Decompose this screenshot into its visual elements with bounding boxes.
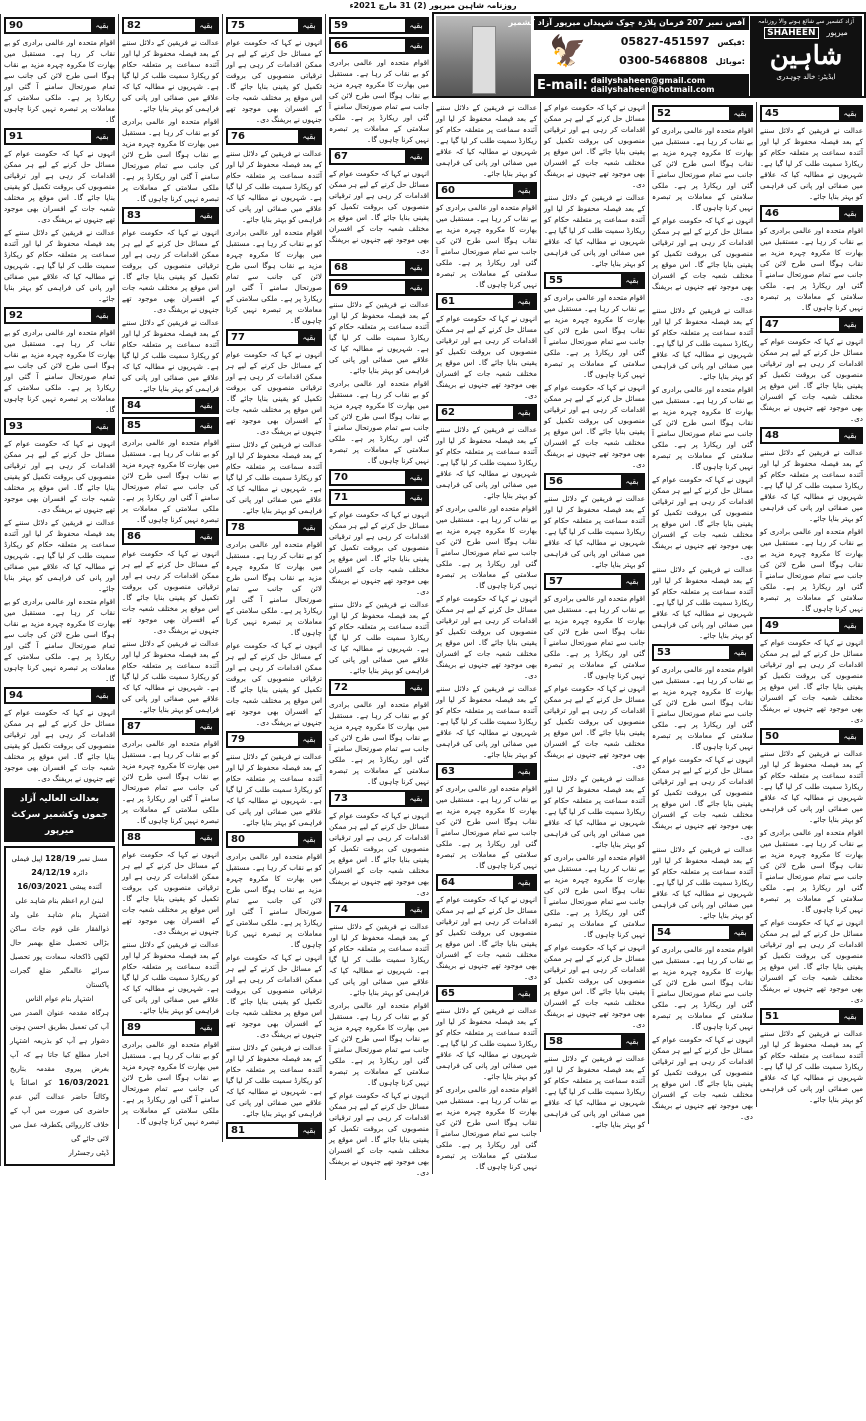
continuation-box — [122, 397, 219, 414]
continuation-number: 50 — [765, 731, 779, 742]
article-paragraph: انہوں نے کہا کہ حکومت عوام کے مسائل حل کرنے کے لیے ہر ممکن اقدامات کر رہی ہے اور ترقیاتی منصوبوں کی بروقت تکمیل کو یقینی بنایا جائے گا۔ اس موقع پر مختلف شعبہ جات کے افسران بھی موجود تھے جنہوں نے بریفنگ دی۔ — [760, 638, 863, 724]
continuation-number: 78 — [231, 522, 245, 533]
article-paragraph: عدالت نے فریقین کے دلائل سننے کے بعد فیصلہ محفوظ کر لیا اور آئندہ سماعت پر متعلقہ حکام کو ریکارڈ سمیت طلب کر لیا گیا ہے۔ شہریوں نے مطالبہ کیا کہ علاقے میں صفائی اور پانی کی فراہمی کو بہتر بنایا جائے۔ — [226, 149, 322, 224]
notice-recipient: اشتہار بنام شاہد علی ولد ذوالفقار علی قوم جاٹ ساکن بڑالی تحصیل ضلع بھمبر حال لکھی ڈاکخانہ سعادت پور تحصیل سرائے عالمگیر ضلع گجرات پاکستان — [10, 911, 109, 989]
continuation-box — [329, 489, 429, 506]
continuation-box — [226, 128, 322, 145]
continuation-label: بقیہ — [621, 1035, 643, 1048]
continuation-box — [122, 17, 219, 34]
article-paragraph: اقوام متحدہ اور عالمی برادری کو بے نقاب کر رہا ہے۔ مستقبل میں بھارت کا مکروہ چہرہ مزید بے نقاب ہوگا اسی طرح لائن کی جانب سے تمام صورتحال سامنے آ گئی اور ریکارڈ پر ہے۔ ملکی سلامتی کے معاملات پر تبصرہ نہیں کرنا چاہوں گا۔ — [122, 438, 219, 524]
continuation-number: 64 — [441, 877, 455, 888]
article-paragraph: اقوام متحدہ اور عالمی برادری کو بے نقاب کر رہا ہے۔ مستقبل میں بھارت کا مکروہ چہرہ مزید بے نقاب ہوگا اسی طرح لائن کی جانب سے تمام صورتحال سامنے آ گئی اور ریکارڈ پر ہے۔ ملکی سلامتی کے معاملات پر تبصرہ نہیں کرنا چاہوں گا۔ — [436, 1085, 537, 1171]
continuation-number: 70 — [334, 472, 348, 483]
continuation-box — [4, 307, 115, 324]
continuation-box — [226, 17, 322, 34]
continuation-number: 92 — [9, 310, 23, 321]
continuation-number: 68 — [334, 262, 348, 273]
email-label: E-mail: — [537, 77, 588, 93]
continuation-label: بقیہ — [513, 765, 535, 778]
article-paragraph: انہوں نے کہا کہ حکومت عوام کے مسائل حل کرنے کے لیے ہر ممکن اقدامات کر رہی ہے اور ترقیاتی منصوبوں کی بروقت تکمیل کو یقینی بنایا جائے گا۔ اس موقع پر مختلف شعبہ جات کے افسران بھی موجود تھے جنہوں نے بریفنگ دی۔ — [436, 594, 537, 680]
continuation-box — [329, 279, 429, 296]
continuation-box — [122, 718, 219, 735]
continuation-number: 62 — [441, 407, 455, 418]
continuation-label: بقیہ — [91, 309, 113, 322]
continuation-number: 48 — [765, 430, 779, 441]
continuation-number: 93 — [9, 421, 23, 432]
continuation-number: 55 — [549, 275, 563, 286]
continuation-number: 83 — [127, 210, 141, 221]
article-paragraph: عدالت نے فریقین کے دلائل سننے کے بعد فیصلہ محفوظ کر لیا اور آئندہ سماعت پر متعلقہ حکام کو ریکارڈ سمیت طلب کر لیا گیا ہے۔ شہریوں نے مطالبہ کیا کہ علاقے میں صفائی اور پانی کی فراہمی کو بہتر بنایا جائے۔ — [329, 600, 429, 675]
continuation-number: 53 — [657, 647, 671, 658]
continuation-label: بقیہ — [195, 419, 217, 432]
continuation-box — [760, 205, 863, 222]
fax-line — [621, 35, 745, 50]
contact-block — [508, 16, 749, 96]
court-notice-heading: بعدالت العالیہ آزاد جموں وکشمیر سرکٹ میرپور — [4, 788, 115, 842]
continuation-label: بقیہ — [839, 318, 861, 331]
continuation-label: بقیہ — [298, 521, 320, 534]
continuation-box — [4, 128, 115, 145]
email-hotmail[interactable]: dailyshaheen@hotmail.com — [590, 85, 715, 94]
continuation-number: 60 — [441, 185, 455, 196]
continuation-box — [226, 1122, 322, 1139]
continuation-label: بقیہ — [298, 1124, 320, 1137]
article-paragraph: عدالت نے فریقین کے دلائل سننے کے بعد فیصلہ محفوظ کر لیا اور آئندہ سماعت پر متعلقہ حکام کو ریکارڈ سمیت طلب کر لیا گیا ہے۔ شہریوں نے مطالبہ کیا کہ علاقے میں صفائی اور پانی کی فراہمی کو بہتر بنایا جائے۔ — [544, 774, 645, 849]
continuation-label: بقیہ — [729, 926, 751, 939]
continuation-box — [226, 831, 322, 848]
continuation-box — [436, 985, 537, 1002]
article-paragraph: عدالت نے فریقین کے دلائل سننے کے بعد فیصلہ محفوظ کر لیا اور آئندہ سماعت پر متعلقہ حکام کو ریکارڈ سمیت طلب کر لیا گیا ہے۔ شہریوں نے مطالبہ کیا کہ علاقے میں صفائی اور پانی کی فراہمی کو بہتر بنایا جائے۔ — [122, 639, 219, 714]
continuation-box — [122, 417, 219, 434]
continuation-box — [760, 105, 863, 122]
notice-date: 16/03/2021 — [58, 1078, 109, 1087]
article-paragraph: عدالت نے فریقین کے دلائل سننے کے بعد فیصلہ محفوظ کر لیا اور آئندہ سماعت پر متعلقہ حکام کو ریکارڈ سمیت طلب کر لیا گیا ہے۔ شہریوں نے مطالبہ کیا کہ علاقے میں صفائی اور پانی کی فراہمی کو بہتر بنایا جائے۔ — [226, 1043, 322, 1118]
continuation-number: 56 — [549, 476, 563, 487]
continuation-label: بقیہ — [513, 295, 535, 308]
continuation-label: بقیہ — [513, 184, 535, 197]
continuation-number: 76 — [231, 131, 245, 142]
article-paragraph: انہوں نے کہا کہ حکومت عوام کے مسائل حل کرنے کے لیے ہر ممکن اقدامات کر رہی ہے اور ترقیاتی منصوبوں کی بروقت تکمیل کو یقینی بنایا جائے گا۔ اس موقع پر مختلف شعبہ جات کے افسران بھی موجود تھے جنہوں نے بریفنگ دی۔ — [544, 383, 645, 469]
article-paragraph: انہوں نے کہا کہ حکومت عوام کے مسائل حل کرنے کے لیے ہر ممکن اقدامات کر رہی ہے اور ترقیاتی منصوبوں کی بروقت تکمیل کو یقینی بنایا جائے گا۔ اس موقع پر مختلف شعبہ جات کے افسران بھی موجود تھے جنہوں نے بریفنگ دی۔ — [122, 549, 219, 635]
continuation-number: 51 — [765, 1011, 779, 1022]
article-paragraph: عدالت نے فریقین کے دلائل سننے کے بعد فیصلہ محفوظ کر لیا اور آئندہ سماعت پر متعلقہ حکام کو ریکارڈ سمیت طلب کر لیا گیا ہے۔ شہریوں نے مطالبہ کیا کہ علاقے میں صفائی اور پانی کی فراہمی کو بہتر بنایا جائے۔ — [436, 103, 537, 178]
article-paragraph: انہوں نے کہا کہ حکومت عوام کے مسائل حل کرنے کے لیے ہر ممکن اقدامات کر رہی ہے اور ترقیاتی منصوبوں کی بروقت تکمیل کو یقینی بنایا جائے گا۔ اس موقع پر مختلف شعبہ جات کے افسران بھی موجود تھے جنہوں نے بریفنگ دی۔ — [652, 755, 753, 841]
continuation-label: بقیہ — [405, 261, 427, 274]
continuation-box — [436, 293, 537, 310]
continuation-label: بقیہ — [298, 331, 320, 344]
continuation-label: بقیہ — [839, 207, 861, 220]
case-number: 128/19 — [44, 854, 76, 863]
continuation-number: 90 — [9, 20, 23, 31]
article-paragraph: عدالت نے فریقین کے دلائل سننے کے بعد فیصلہ محفوظ کر لیا اور آئندہ سماعت پر متعلقہ حکام کو ریکارڈ سمیت طلب کر لیا گیا ہے۔ شہریوں نے مطالبہ کیا کہ علاقے میں صفائی اور پانی کی فراہمی کو بہتر بنایا جائے۔ — [436, 684, 537, 759]
email-block — [534, 74, 749, 96]
continuation-box — [760, 427, 863, 444]
article-paragraph: اقوام متحدہ اور عالمی برادری کو بے نقاب کر رہا ہے۔ مستقبل میں بھارت کا مکروہ چہرہ مزید بے نقاب ہوگا اسی طرح لائن کی جانب سے تمام صورتحال سامنے آ گئی اور ریکارڈ پر ہے۔ ملکی سلامتی کے معاملات پر تبصرہ نہیں کرنا چاہوں گا۔ — [652, 126, 753, 212]
continuation-label: بقیہ — [91, 130, 113, 143]
continuation-number: 86 — [127, 531, 141, 542]
article-paragraph: عدالت نے فریقین کے دلائل سننے کے بعد فیصلہ محفوظ کر لیا اور آئندہ سماعت پر متعلقہ حکام کو ریکارڈ سمیت طلب کر لیا گیا ہے۔ شہریوں نے مطالبہ کیا کہ علاقے میں صفائی اور پانی کی فراہمی کو بہتر بنایا جائے۔ — [760, 126, 863, 201]
article-paragraph: عدالت نے فریقین کے دلائل سننے کے بعد فیصلہ محفوظ کر لیا اور آئندہ سماعت پر متعلقہ حکام کو ریکارڈ سمیت طلب کر لیا گیا ہے۔ شہریوں نے مطالبہ کیا کہ علاقے میں صفائی اور پانی کی فراہمی کو بہتر بنایا جائے۔ — [652, 565, 753, 640]
article-paragraph: اقوام متحدہ اور عالمی برادری کو بے نقاب کر رہا ہے۔ مستقبل میں بھارت کا مکروہ چہرہ مزید بے نقاب ہوگا اسی طرح لائن کی جانب سے تمام صورتحال سامنے آ گئی اور ریکارڈ پر ہے۔ ملکی سلامتی کے معاملات پر تبصرہ نہیں کرنا چاہوں گا۔ — [226, 540, 322, 637]
continuation-label: بقیہ — [405, 281, 427, 294]
continuation-label: بقیہ — [405, 39, 427, 52]
article-paragraph: اقوام متحدہ اور عالمی برادری کو بے نقاب کر رہا ہے۔ مستقبل میں بھارت کا مکروہ چہرہ مزید بے نقاب ہوگا اسی طرح لائن کی جانب سے تمام صورتحال سامنے آ گئی اور ریکارڈ پر ہے۔ ملکی سلامتی کے معاملات پر تبصرہ نہیں کرنا چاہوں گا۔ — [226, 228, 322, 325]
continuation-number: 91 — [9, 131, 23, 142]
mobile-label: موبائل: — [715, 57, 745, 66]
continuation-box — [122, 207, 219, 224]
article-paragraph: عدالت نے فریقین کے دلائل سننے کے بعد فیصلہ محفوظ کر لیا اور آئندہ سماعت پر متعلقہ حکام کو ریکارڈ سمیت طلب کر لیا گیا ہے۔ شہریوں نے مطالبہ کیا کہ علاقے میں صفائی اور پانی کی فراہمی کو بہتر بنایا جائے۔ — [544, 193, 645, 268]
page-header-dateline: روزنامہ شاہین میرپور (2) 31 مارچ 2021ء — [349, 1, 517, 10]
news-column-1 — [756, 102, 866, 1107]
next-hearing-label: آئندہ پیشی — [69, 883, 102, 891]
continuation-number: 65 — [441, 988, 455, 999]
logo-english: SHAHEEN — [764, 27, 818, 39]
continuation-box — [329, 679, 429, 696]
continuation-number: 77 — [231, 332, 245, 343]
continuation-number: 81 — [231, 1125, 245, 1136]
continuation-number: 71 — [334, 492, 348, 503]
article-paragraph: اقوام متحدہ اور عالمی برادری کو بے نقاب کر رہا ہے۔ مستقبل میں بھارت کا مکروہ چہرہ مزید بے نقاب ہوگا اسی طرح لائن کی جانب سے تمام صورتحال سامنے آ گئی اور ریکارڈ پر ہے۔ ملکی سلامتی کے معاملات پر تبصرہ نہیں کرنا چاہوں گا۔ — [652, 385, 753, 471]
continuation-number: 45 — [765, 108, 779, 119]
continuation-label: بقیہ — [298, 130, 320, 143]
article-paragraph: انہوں نے کہا کہ حکومت عوام کے مسائل حل کرنے کے لیے ہر ممکن اقدامات کر رہی ہے اور ترقیاتی منصوبوں کی بروقت تکمیل کو یقینی بنایا جائے گا۔ اس موقع پر مختلف شعبہ جات کے افسران بھی موجود تھے جنہوں نے بریفنگ دی۔ — [652, 216, 753, 302]
article-paragraph: انہوں نے کہا کہ حکومت عوام کے مسائل حل کرنے کے لیے ہر ممکن اقدامات کر رہی ہے اور ترقیاتی منصوبوں کی بروقت تکمیل کو یقینی بنایا جائے گا۔ اس موقع پر مختلف شعبہ جات کے افسران بھی موجود تھے جنہوں نے بریفنگ دی۔ — [329, 811, 429, 897]
continuation-label: بقیہ — [839, 107, 861, 120]
continuation-label: بقیہ — [405, 491, 427, 504]
article-paragraph: اقوام متحدہ اور عالمی برادری کو بے نقاب کر رہا ہے۔ مستقبل میں بھارت کا مکروہ چہرہ مزید بے نقاب ہوگا اسی طرح لائن کی جانب سے تمام صورتحال سامنے آ گئی اور ریکارڈ پر ہے۔ ملکی سلامتی کے معاملات پر تبصرہ نہیں کرنا چاہوں گا۔ — [122, 739, 219, 825]
continuation-box — [226, 731, 322, 748]
filed-label: دائرہ — [72, 869, 88, 877]
continuation-label: بقیہ — [195, 831, 217, 844]
continuation-number: 46 — [765, 208, 779, 219]
news-column-6 — [222, 14, 325, 1142]
continuation-box — [329, 37, 429, 54]
notice-signature: ڈپٹی رجسٹرار — [68, 1149, 109, 1157]
continuation-number: 80 — [231, 834, 245, 845]
article-paragraph: اقوام متحدہ اور عالمی برادری کو بے نقاب کر رہا ہے۔ مستقبل میں بھارت کا مکروہ چہرہ مزید بے نقاب ہوگا اسی طرح لائن کی جانب سے تمام صورتحال سامنے آ گئی اور ریکارڈ پر ہے۔ ملکی سلامتی کے معاملات پر تبصرہ نہیں کرنا چاہوں گا۔ — [436, 203, 537, 289]
article-paragraph: انہوں نے کہا کہ حکومت عوام کے مسائل حل کرنے کے لیے ہر ممکن اقدامات کر رہی ہے اور ترقیاتی منصوبوں کی بروقت تکمیل کو یقینی بنایا جائے گا۔ اس موقع پر مختلف شعبہ جات کے افسران بھی موجود تھے جنہوں نے بریفنگ دی۔ — [544, 943, 645, 1029]
continuation-number: 49 — [765, 620, 779, 631]
article-paragraph: اقوام متحدہ اور عالمی برادری کو بے نقاب کر رہا ہے۔ مستقبل میں بھارت کا مکروہ چہرہ مزید بے نقاب ہوگا اسی طرح لائن کی جانب سے تمام صورتحال سامنے آ گئی اور ریکارڈ پر ہے۔ ملکی سلامتی کے معاملات پر تبصرہ نہیں کرنا چاہوں گا۔ — [329, 1001, 429, 1087]
article-paragraph: انہوں نے کہا کہ حکومت عوام کے مسائل حل کرنے کے لیے ہر ممکن اقدامات کر رہی ہے اور ترقیاتی منصوبوں کی بروقت تکمیل کو یقینی بنایا جائے گا۔ اس موقع پر مختلف شعبہ جات کے افسران بھی موجود تھے جنہوں نے بریفنگ دی۔ — [226, 350, 322, 436]
continuation-box — [760, 1008, 863, 1025]
continuation-label: بقیہ — [513, 876, 535, 889]
next-hearing-date: 16/03/2021 — [17, 882, 68, 891]
continuation-box — [226, 519, 322, 536]
continuation-box — [760, 316, 863, 333]
continuation-label: بقیہ — [195, 209, 217, 222]
article-paragraph: اقوام متحدہ اور عالمی برادری کو بے نقاب کر رہا ہے۔ مستقبل میں بھارت کا مکروہ چہرہ مزید بے نقاب ہوگا اسی طرح لائن کی جانب سے تمام صورتحال سامنے آ گئی اور ریکارڈ پر ہے۔ ملکی سلامتی کے معاملات پر تبصرہ نہیں کرنا چاہوں گا۔ — [652, 945, 753, 1031]
article-paragraph: اقوام متحدہ اور عالمی برادری کو بے نقاب کر رہا ہے۔ مستقبل میں بھارت کا مکروہ چہرہ مزید بے نقاب ہوگا اسی طرح لائن کی جانب سے تمام صورتحال سامنے آ گئی اور ریکارڈ پر ہے۔ ملکی سلامتی کے معاملات پر تبصرہ نہیں کرنا چاہوں گا۔ — [652, 665, 753, 751]
article-paragraph: عدالت نے فریقین کے دلائل سننے کے بعد فیصلہ محفوظ کر لیا اور آئندہ سماعت پر متعلقہ حکام کو ریکارڈ سمیت طلب کر لیا گیا ہے۔ شہریوں نے مطالبہ کیا کہ علاقے میں صفائی اور پانی کی فراہمی کو بہتر بنایا جائے۔ — [329, 922, 429, 997]
article-paragraph: انہوں نے کہا کہ حکومت عوام کے مسائل حل کرنے کے لیے ہر ممکن اقدامات کر رہی ہے اور ترقیاتی منصوبوں کی بروقت تکمیل کو یقینی بنایا جائے گا۔ اس موقع پر مختلف شعبہ جات کے افسران بھی موجود تھے جنہوں نے بریفنگ دی۔ — [329, 169, 429, 255]
continuation-number: 85 — [127, 420, 141, 431]
continuation-number: 84 — [127, 400, 141, 411]
article-paragraph: انہوں نے کہا کہ حکومت عوام کے مسائل حل کرنے کے لیے ہر ممکن اقدامات کر رہی ہے اور ترقیاتی منصوبوں کی بروقت تکمیل کو یقینی بنایا جائے گا۔ اس موقع پر مختلف شعبہ جات کے افسران بھی موجود تھے جنہوں نے بریفنگ دی۔ — [226, 953, 322, 1039]
continuation-number: 57 — [549, 576, 563, 587]
continuation-box — [436, 763, 537, 780]
continuation-number: 47 — [765, 319, 779, 330]
article-paragraph: اقوام متحدہ اور عالمی برادری کو بے نقاب کر رہا ہے۔ مستقبل میں بھارت کا مکروہ چہرہ مزید بے نقاب ہوگا اسی طرح لائن کی جانب سے تمام صورتحال سامنے آ گئی اور ریکارڈ پر ہے۔ ملکی سلامتی کے معاملات پر تبصرہ نہیں کرنا چاہوں گا۔ — [436, 504, 537, 590]
continuation-box — [122, 1019, 219, 1036]
continuation-box — [4, 418, 115, 435]
continuation-number: 67 — [334, 151, 348, 162]
continuation-label: بقیہ — [298, 833, 320, 846]
continuation-box — [544, 272, 645, 289]
fax-label: فیکس: — [717, 38, 745, 47]
continuation-number: 79 — [231, 734, 245, 745]
fax-number: 05827-451597 — [620, 35, 710, 48]
eagle-icon: 🦅 — [549, 34, 587, 69]
continuation-label: بقیہ — [405, 471, 427, 484]
continuation-box — [652, 105, 753, 122]
article-paragraph: انہوں نے کہا کہ حکومت عوام کے مسائل حل کرنے کے لیے ہر ممکن اقدامات کر رہی ہے اور ترقیاتی منصوبوں کی بروقت تکمیل کو یقینی بنایا جائے گا۔ اس موقع پر مختلف شعبہ جات کے افسران بھی موجود تھے جنہوں نے بریفنگ دی۔ — [122, 228, 219, 314]
news-column-5 — [325, 14, 432, 1180]
article-paragraph: عدالت نے فریقین کے دلائل سننے کے بعد فیصلہ محفوظ کر لیا اور آئندہ سماعت پر متعلقہ حکام کو ریکارڈ سمیت طلب کر لیا گیا ہے۔ شہریوں نے مطالبہ کیا کہ علاقے میں صفائی اور پانی کی فراہمی کو بہتر بنایا جائے۔ — [652, 845, 753, 920]
news-column-8 — [0, 14, 118, 1166]
continuation-label: بقیہ — [298, 19, 320, 32]
mobile-number: 0300-5468808 — [619, 54, 708, 67]
article-paragraph: انہوں نے کہا کہ حکومت عوام کے مسائل حل کرنے کے لیے ہر ممکن اقدامات کر رہی ہے اور ترقیاتی منصوبوں کی بروقت تکمیل کو یقینی بنایا جائے گا۔ اس موقع پر مختلف شعبہ جات کے افسران بھی موجود تھے جنہوں نے بریفنگ دی۔ — [652, 1035, 753, 1121]
article-paragraph: اقوام متحدہ اور عالمی برادری کو بے نقاب کر رہا ہے۔ مستقبل میں بھارت کا مکروہ چہرہ مزید بے نقاب ہوگا اسی طرح لائن کی جانب سے تمام صورتحال سامنے آ گئی اور ریکارڈ پر ہے۔ ملکی سلامتی کے معاملات پر تبصرہ نہیں کرنا چاہوں گا۔ — [544, 293, 645, 379]
continuation-number: 63 — [441, 766, 455, 777]
article-paragraph: انہوں نے کہا کہ حکومت عوام کے مسائل حل کرنے کے لیے ہر ممکن اقدامات کر رہی ہے اور ترقیاتی منصوبوں کی بروقت تکمیل کو یقینی بنایا جائے گا۔ اس موقع پر مختلف شعبہ جات کے افسران بھی موجود تھے جنہوں نے بریفنگ دی۔ — [4, 149, 115, 224]
article-paragraph: انہوں نے کہا کہ حکومت عوام کے مسائل حل کرنے کے لیے ہر ممکن اقدامات کر رہی ہے اور ترقیاتی منصوبوں کی بروقت تکمیل کو یقینی بنایا جائے گا۔ اس موقع پر مختلف شعبہ جات کے افسران بھی موجود تھے جنہوں نے بریفنگ دی۔ — [329, 510, 429, 596]
masthead — [432, 12, 866, 98]
continuation-number: 87 — [127, 721, 141, 732]
news-column-2 — [648, 102, 756, 1124]
article-paragraph: عدالت نے فریقین کے دلائل سننے کے بعد فیصلہ محفوظ کر لیا اور آئندہ سماعت پر متعلقہ حکام کو ریکارڈ سمیت طلب کر لیا گیا ہے۔ شہریوں نے مطالبہ کیا کہ علاقے میں صفائی اور پانی کی فراہمی کو بہتر بنایا جائے۔ — [544, 1054, 645, 1129]
article-paragraph: اقوام متحدہ اور عالمی برادری کو بے نقاب کر رہا ہے۔ مستقبل میں بھارت کا مکروہ چہرہ مزید بے نقاب ہوگا اسی طرح لائن کی جانب سے تمام صورتحال سامنے آ گئی اور ریکارڈ پر ہے۔ ملکی سلامتی کے معاملات پر تبصرہ نہیں کرنا چاہوں گا۔ — [226, 852, 322, 949]
continuation-label: بقیہ — [621, 274, 643, 287]
continuation-number: 54 — [657, 927, 671, 938]
continuation-box — [652, 924, 753, 941]
continuation-number: 52 — [657, 108, 671, 119]
continuation-box — [760, 728, 863, 745]
continuation-label: بقیہ — [91, 19, 113, 32]
article-paragraph: عدالت نے فریقین کے دلائل سننے کے بعد فیصلہ محفوظ کر لیا اور آئندہ سماعت پر متعلقہ حکام کو ریکارڈ سمیت طلب کر لیا گیا ہے۔ شہریوں نے مطالبہ کیا کہ علاقے میں صفائی اور پانی کی فراہمی کو بہتر بنایا جائے۔ — [436, 1006, 537, 1081]
article-paragraph: اقوام متحدہ اور عالمی برادری کو بے نقاب کر رہا ہے۔ مستقبل میں بھارت کا مکروہ چہرہ مزید بے نقاب ہوگا اسی طرح لائن کی جانب سے تمام صورتحال سامنے آ گئی اور ریکارڈ پر ہے۔ ملکی سلامتی کے معاملات پر تبصرہ نہیں کرنا چاہوں گا۔ — [4, 38, 115, 124]
article-paragraph: انہوں نے کہا کہ حکومت عوام کے مسائل حل کرنے کے لیے ہر ممکن اقدامات کر رہی ہے اور ترقیاتی منصوبوں کی بروقت تکمیل کو یقینی بنایا جائے گا۔ اس موقع پر مختلف شعبہ جات کے افسران بھی موجود تھے جنہوں نے بریفنگ دی۔ — [4, 439, 115, 514]
continuation-label: بقیہ — [839, 429, 861, 442]
filed-date: 24/12/19 — [31, 868, 71, 877]
article-paragraph: انہوں نے کہا کہ حکومت عوام کے مسائل حل کرنے کے لیے ہر ممکن اقدامات کر رہی ہے اور ترقیاتی منصوبوں کی بروقت تکمیل کو یقینی بنایا جائے گا۔ اس موقع پر مختلف شعبہ جات کے افسران بھی موجود تھے جنہوں نے بریفنگ دی۔ — [122, 850, 219, 936]
article-paragraph: اقوام متحدہ اور عالمی برادری کو بے نقاب کر رہا ہے۔ مستقبل میں بھارت کا مکروہ چہرہ مزید بے نقاب ہوگا اسی طرح لائن کی جانب سے تمام صورتحال سامنے آ گئی اور ریکارڈ پر ہے۔ ملکی سلامتی کے معاملات پر تبصرہ نہیں کرنا چاہوں گا۔ — [329, 379, 429, 465]
continuation-label: بقیہ — [621, 575, 643, 588]
news-column-4 — [432, 102, 540, 1174]
continuation-number: 82 — [127, 20, 141, 31]
continuation-box — [544, 473, 645, 490]
news-column-3 — [540, 102, 648, 1132]
court-notice — [4, 788, 115, 1166]
continuation-number: 61 — [441, 296, 455, 307]
continuation-label: بقیہ — [91, 420, 113, 433]
continuation-label: بقیہ — [195, 530, 217, 543]
continuation-label: بقیہ — [195, 399, 217, 412]
article-paragraph: انہوں نے کہا کہ حکومت عوام کے مسائل حل کرنے کے لیے ہر ممکن اقدامات کر رہی ہے اور ترقیاتی منصوبوں کی بروقت تکمیل کو یقینی بنایا جائے گا۔ اس موقع پر مختلف شعبہ جات کے افسران بھی موجود تھے جنہوں نے بریفنگ دی۔ — [226, 641, 322, 727]
article-paragraph: عدالت نے فریقین کے دلائل سننے کے بعد فیصلہ محفوظ کر لیا اور آئندہ سماعت پر متعلقہ حکام کو ریکارڈ سمیت طلب کر لیا گیا ہے۔ شہریوں نے مطالبہ کیا کہ علاقے میں صفائی اور پانی کی فراہمی کو بہتر بنایا جائے۔ — [122, 940, 219, 1015]
tagline: آزاد کشمیر سے شائع ہونے والا روزنامہ — [757, 18, 855, 25]
continuation-label: بقیہ — [729, 646, 751, 659]
continuation-label: بقیہ — [298, 733, 320, 746]
newspaper-logo — [750, 16, 862, 96]
article-paragraph: عدالت نے فریقین کے دلائل سننے کے بعد فیصلہ محفوظ کر لیا اور آئندہ سماعت پر متعلقہ حکام کو ریکارڈ سمیت طلب کر لیا گیا ہے۔ شہریوں نے مطالبہ کیا کہ علاقے میں صفائی اور پانی کی فراہمی کو بہتر بنایا جائے۔ — [652, 306, 753, 381]
monument-photo — [436, 16, 531, 96]
continuation-number: 75 — [231, 20, 245, 31]
continuation-label: بقیہ — [91, 689, 113, 702]
continuation-label: بقیہ — [405, 19, 427, 32]
notice-closing: کو اصالتاً یا وکالتاً حاضر عدالت آئیں عدم حاضری کی صورت میں آپ کے خلاف کارروائی یکطرفہ عمل میں لائی جائے گی — [10, 1079, 109, 1143]
article-paragraph: اقوام متحدہ اور عالمی برادری کو بے نقاب کر رہا ہے۔ مستقبل میں بھارت کا مکروہ چہرہ مزید بے نقاب ہوگا اسی طرح لائن کی جانب سے تمام صورتحال سامنے آ گئی اور ریکارڈ پر ہے۔ ملکی سلامتی کے معاملات پر تبصرہ نہیں کرنا چاہوں گا۔ — [122, 1040, 219, 1126]
notice-body: ہرگاہ مقدمہ عنوان الصدر میں آپ کی تعمیل بطریق احسن ہونی دشوار ہے آپ کو بذریعہ اشتہار اخبار مطلع کیا جاتا ہے کہ آپ بغرض پیروی مقدمہ بتاریخ — [10, 1009, 109, 1073]
article-paragraph: عدالت نے فریقین کے دلائل سننے کے بعد فیصلہ محفوظ کر لیا اور آئندہ سماعت پر متعلقہ حکام کو ریکارڈ سمیت طلب کر لیا گیا ہے۔ شہریوں نے مطالبہ کیا کہ علاقے میں صفائی اور پانی کی فراہمی کو بہتر بنایا جائے۔ — [226, 440, 322, 515]
continuation-label: بقیہ — [729, 107, 751, 120]
continuation-number: 73 — [334, 793, 348, 804]
continuation-number: 59 — [334, 20, 348, 31]
continuation-label: بقیہ — [405, 792, 427, 805]
continuation-box — [436, 874, 537, 891]
article-paragraph: اقوام متحدہ اور عالمی برادری کو بے نقاب کر رہا ہے۔ مستقبل میں بھارت کا مکروہ چہرہ مزید بے نقاب ہوگا اسی طرح لائن کی جانب سے تمام صورتحال سامنے آ گئی اور ریکارڈ پر ہے۔ ملکی سلامتی کے معاملات پر تبصرہ نہیں کرنا چاہوں گا۔ — [544, 853, 645, 939]
article-paragraph: اقوام متحدہ اور عالمی برادری کو بے نقاب کر رہا ہے۔ مستقبل میں بھارت کا مکروہ چہرہ مزید بے نقاب ہوگا اسی طرح لائن کی جانب سے تمام صورتحال سامنے آ گئی اور ریکارڈ پر ہے۔ ملکی سلامتی کے معاملات پر تبصرہ نہیں کرنا چاہوں گا۔ — [4, 597, 115, 683]
article-paragraph: اقوام متحدہ اور عالمی برادری کو بے نقاب کر رہا ہے۔ مستقبل میں بھارت کا مکروہ چہرہ مزید بے نقاب ہوگا اسی طرح لائن کی جانب سے تمام صورتحال سامنے آ گئی اور ریکارڈ پر ہے۔ ملکی سلامتی کے معاملات پر تبصرہ نہیں کرنا چاہوں گا۔ — [760, 527, 863, 613]
article-paragraph: انہوں نے کہا کہ حکومت عوام کے مسائل حل کرنے کے لیے ہر ممکن اقدامات کر رہی ہے اور ترقیاتی منصوبوں کی بروقت تکمیل کو یقینی بنایا جائے گا۔ اس موقع پر مختلف شعبہ جات کے افسران بھی موجود تھے جنہوں نے بریفنگ دی۔ — [436, 895, 537, 981]
continuation-number: 72 — [334, 682, 348, 693]
continuation-label: بقیہ — [839, 619, 861, 632]
article-paragraph: اقوام متحدہ اور عالمی برادری کو بے نقاب کر رہا ہے۔ مستقبل میں بھارت کا مکروہ چہرہ مزید بے نقاب ہوگا اسی طرح لائن کی جانب سے تمام صورتحال سامنے آ گئی اور ریکارڈ پر ہے۔ ملکی سلامتی کے معاملات پر تبصرہ نہیں کرنا چاہوں گا۔ — [544, 594, 645, 680]
article-paragraph: انہوں نے کہا کہ حکومت عوام کے مسائل حل کرنے کے لیے ہر ممکن اقدامات کر رہی ہے اور ترقیاتی منصوبوں کی بروقت تکمیل کو یقینی بنایا جائے گا۔ اس موقع پر مختلف شعبہ جات کے افسران بھی موجود تھے جنہوں نے بریفنگ دی۔ — [760, 918, 863, 1004]
logo-urdu: شاہین — [769, 41, 843, 71]
article-paragraph: عدالت نے فریقین کے دلائل سننے کے بعد فیصلہ محفوظ کر لیا اور آئندہ سماعت پر متعلقہ حکام کو ریکارڈ سمیت طلب کر لیا گیا ہے۔ شہریوں نے مطالبہ کیا کہ علاقے میں صفائی اور پانی کی فراہمی کو بہتر بنایا جائے۔ — [329, 300, 429, 375]
article-paragraph: اقوام متحدہ اور عالمی برادری کو بے نقاب کر رہا ہے۔ مستقبل میں بھارت کا مکروہ چہرہ مزید بے نقاب ہوگا اسی طرح لائن کی جانب سے تمام صورتحال سامنے آ گئی اور ریکارڈ پر ہے۔ ملکی سلامتی کے معاملات پر تبصرہ نہیں کرنا چاہوں گا۔ — [760, 828, 863, 914]
continuation-box — [760, 617, 863, 634]
office-address: آفس نمبر 207 فرمان پلازہ چوک شہیداں میرپور آزاد کشمیر — [534, 16, 749, 30]
article-paragraph: انہوں نے کہا کہ حکومت عوام کے مسائل حل کرنے کے لیے ہر ممکن اقدامات کر رہی ہے اور ترقیاتی منصوبوں کی بروقت تکمیل کو یقینی بنایا جائے گا۔ اس موقع پر مختلف شعبہ جات کے افسران بھی موجود تھے جنہوں نے بریفنگ دی۔ — [4, 708, 115, 783]
logo-city: میرپور — [826, 27, 848, 37]
continuation-box — [329, 901, 429, 918]
continuation-label: بقیہ — [195, 19, 217, 32]
continuation-box — [4, 17, 115, 34]
article-paragraph: اقوام متحدہ اور عالمی برادری کو بے نقاب کر رہا ہے۔ مستقبل میں بھارت کا مکروہ چہرہ مزید بے نقاب ہوگا اسی طرح لائن کی جانب سے تمام صورتحال سامنے آ گئی اور ریکارڈ پر ہے۔ ملکی سلامتی کے معاملات پر تبصرہ نہیں کرنا چاہوں گا۔ — [760, 226, 863, 312]
continuation-number: 74 — [334, 904, 348, 915]
continuation-label: بقیہ — [839, 1010, 861, 1023]
article-paragraph: اقوام متحدہ اور عالمی برادری کو بے نقاب کر رہا ہے۔ مستقبل میں بھارت کا مکروہ چہرہ مزید بے نقاب ہوگا اسی طرح لائن کی جانب سے تمام صورتحال سامنے آ گئی اور ریکارڈ پر ہے۔ ملکی سلامتی کے معاملات پر تبصرہ نہیں کرنا چاہوں گا۔ — [329, 700, 429, 786]
continuation-box — [544, 573, 645, 590]
continuation-label: بقیہ — [513, 987, 535, 1000]
continuation-box — [122, 528, 219, 545]
article-paragraph: عدالت نے فریقین کے دلائل سننے کے بعد فیصلہ محفوظ کر لیا اور آئندہ سماعت پر متعلقہ حکام کو ریکارڈ سمیت طلب کر لیا گیا ہے۔ شہریوں نے مطالبہ کیا کہ علاقے میں صفائی اور پانی کی فراہمی کو بہتر بنایا جائے۔ — [760, 448, 863, 523]
continuation-box — [329, 259, 429, 276]
case-label: مسل نمبر — [77, 855, 108, 863]
continuation-box — [122, 829, 219, 846]
continuation-box — [329, 469, 429, 486]
continuation-box — [652, 644, 753, 661]
continuation-number: 58 — [549, 1036, 563, 1047]
continuation-box — [436, 182, 537, 199]
continuation-box — [544, 1033, 645, 1050]
article-paragraph: عدالت نے فریقین کے دلائل سننے کے بعد فیصلہ محفوظ کر لیا اور آئندہ سماعت پر متعلقہ حکام کو ریکارڈ سمیت طلب کر لیا گیا ہے۔ شہریوں نے مطالبہ کیا کہ علاقے میں صفائی اور پانی کی فراہمی کو بہتر بنایا جائے۔ — [122, 38, 219, 113]
news-column-7 — [118, 14, 222, 1129]
continuation-label: بقیہ — [513, 406, 535, 419]
continuation-number: 88 — [127, 832, 141, 843]
article-paragraph: انہوں نے کہا کہ حکومت عوام کے مسائل حل کرنے کے لیے ہر ممکن اقدامات کر رہی ہے اور ترقیاتی منصوبوں کی بروقت تکمیل کو یقینی بنایا جائے گا۔ اس موقع پر مختلف شعبہ جات کے افسران بھی موجود تھے جنہوں نے بریفنگ دی۔ — [652, 475, 753, 561]
article-paragraph: انہوں نے کہا کہ حکومت عوام کے مسائل حل کرنے کے لیے ہر ممکن اقدامات کر رہی ہے اور ترقیاتی منصوبوں کی بروقت تکمیل کو یقینی بنایا جائے گا۔ اس موقع پر مختلف شعبہ جات کے افسران بھی موجود تھے جنہوں نے بریفنگ دی۔ — [436, 314, 537, 400]
continuation-box — [226, 329, 322, 346]
continuation-box — [329, 17, 429, 34]
article-paragraph: انہوں نے کہا کہ حکومت عوام کے مسائل حل کرنے کے لیے ہر ممکن اقدامات کر رہی ہے اور ترقیاتی منصوبوں کی بروقت تکمیل کو یقینی بنایا جائے گا۔ اس موقع پر مختلف شعبہ جات کے افسران بھی موجود تھے جنہوں نے بریفنگ دی۔ — [544, 103, 645, 189]
article-paragraph: عدالت نے فریقین کے دلائل سننے کے بعد فیصلہ محفوظ کر لیا اور آئندہ سماعت پر متعلقہ حکام کو ریکارڈ سمیت طلب کر لیا گیا ہے۔ شہریوں نے مطالبہ کیا کہ علاقے میں صفائی اور پانی کی فراہمی کو بہتر بنایا جائے۔ — [544, 494, 645, 569]
continuation-box — [436, 404, 537, 421]
continuation-number: 69 — [334, 282, 348, 293]
article-paragraph: انہوں نے کہا کہ حکومت عوام کے مسائل حل کرنے کے لیے ہر ممکن اقدامات کر رہی ہے اور ترقیاتی منصوبوں کی بروقت تکمیل کو یقینی بنایا جائے گا۔ اس موقع پر مختلف شعبہ جات کے افسران بھی موجود تھے جنہوں نے بریفنگ دی۔ — [329, 1091, 429, 1177]
article-paragraph: عدالت نے فریقین کے دلائل سننے کے بعد فیصلہ محفوظ کر لیا اور آئندہ سماعت پر متعلقہ حکام کو ریکارڈ سمیت طلب کر لیا گیا ہے۔ شہریوں نے مطالبہ کیا کہ علاقے میں صفائی اور پانی کی فراہمی کو بہتر بنایا جائے۔ — [226, 752, 322, 827]
continuation-box — [4, 687, 115, 704]
case-type: اپیل فیملی — [11, 855, 43, 863]
continuation-number: 89 — [127, 1022, 141, 1033]
editor-name: ایڈیٹر: خالد چوہدری — [776, 73, 836, 81]
article-paragraph: انہوں نے کہا کہ حکومت عوام کے مسائل حل کرنے کے لیے ہر ممکن اقدامات کر رہی ہے اور ترقیاتی منصوبوں کی بروقت تکمیل کو یقینی بنایا جائے گا۔ اس موقع پر مختلف شعبہ جات کے افسران بھی موجود تھے جنہوں نے بریفنگ دی۔ — [760, 337, 863, 423]
mobile-line — [619, 54, 745, 69]
article-paragraph: عدالت نے فریقین کے دلائل سننے کے بعد فیصلہ محفوظ کر لیا اور آئندہ سماعت پر متعلقہ حکام کو ریکارڈ سمیت طلب کر لیا گیا ہے۔ شہریوں نے مطالبہ کیا کہ علاقے میں صفائی اور پانی کی فراہمی کو بہتر بنایا جائے۔ — [4, 518, 115, 593]
continuation-box — [329, 790, 429, 807]
article-paragraph: انہوں نے کہا کہ حکومت عوام کے مسائل حل کرنے کے لیے ہر ممکن اقدامات کر رہی ہے اور ترقیاتی منصوبوں کی بروقت تکمیل کو یقینی بنایا جائے گا۔ اس موقع پر مختلف شعبہ جات کے افسران بھی موجود تھے جنہوں نے بریفنگ دی۔ — [544, 684, 645, 770]
continuation-label: بقیہ — [405, 903, 427, 916]
continuation-label: بقیہ — [839, 730, 861, 743]
email-gmail[interactable]: dailyshaheen@gmail.com — [590, 76, 706, 85]
article-paragraph: اقوام متحدہ اور عالمی برادری کو بے نقاب کر رہا ہے۔ مستقبل میں بھارت کا مکروہ چہرہ مزید بے نقاب ہوگا اسی طرح لائن کی جانب سے تمام صورتحال سامنے آ گئی اور ریکارڈ پر ہے۔ ملکی سلامتی کے معاملات پر تبصرہ نہیں کرنا چاہوں گا۔ — [4, 328, 115, 414]
article-paragraph: عدالت نے فریقین کے دلائل سننے کے بعد فیصلہ محفوظ کر لیا اور آئندہ سماعت پر متعلقہ حکام کو ریکارڈ سمیت طلب کر لیا گیا ہے۔ شہریوں نے مطالبہ کیا کہ علاقے میں صفائی اور پانی کی فراہمی کو بہتر بنایا جائے۔ — [760, 1029, 863, 1104]
article-paragraph: اقوام متحدہ اور عالمی برادری کو بے نقاب کر رہا ہے۔ مستقبل میں بھارت کا مکروہ چہرہ مزید بے نقاب ہوگا اسی طرح لائن کی جانب سے تمام صورتحال سامنے آ گئی اور ریکارڈ پر ہے۔ ملکی سلامتی کے معاملات پر تبصرہ نہیں کرنا چاہوں گا۔ — [329, 58, 429, 144]
continuation-label: بقیہ — [405, 150, 427, 163]
article-paragraph: عدالت نے فریقین کے دلائل سننے کے بعد فیصلہ محفوظ کر لیا اور آئندہ سماعت پر متعلقہ حکام کو ریکارڈ سمیت طلب کر لیا گیا ہے۔ شہریوں نے مطالبہ کیا کہ علاقے میں صفائی اور پانی کی فراہمی کو بہتر بنایا جائے۔ — [122, 318, 219, 393]
continuation-label: بقیہ — [621, 475, 643, 488]
article-paragraph: انہوں نے کہا کہ حکومت عوام کے مسائل حل کرنے کے لیے ہر ممکن اقدامات کر رہی ہے اور ترقیاتی منصوبوں کی بروقت تکمیل کو یقینی بنایا جائے گا۔ اس موقع پر مختلف شعبہ جات کے افسران بھی موجود تھے جنہوں نے بریفنگ دی۔ — [226, 38, 322, 124]
continuation-label: بقیہ — [405, 681, 427, 694]
continuation-label: بقیہ — [195, 1021, 217, 1034]
continuation-box — [329, 148, 429, 165]
public-notice-label: اشتہار بنام عوام الناس — [25, 995, 94, 1003]
continuation-number: 66 — [334, 40, 348, 51]
article-paragraph: اقوام متحدہ اور عالمی برادری کو بے نقاب کر رہا ہے۔ مستقبل میں بھارت کا مکروہ چہرہ مزید بے نقاب ہوگا اسی طرح لائن کی جانب سے تمام صورتحال سامنے آ گئی اور ریکارڈ پر ہے۔ ملکی سلامتی کے معاملات پر تبصرہ نہیں کرنا چاہوں گا۔ — [436, 784, 537, 870]
article-paragraph: اقوام متحدہ اور عالمی برادری کو بے نقاب کر رہا ہے۔ مستقبل میں بھارت کا مکروہ چہرہ مزید بے نقاب ہوگا اسی طرح لائن کی جانب سے تمام صورتحال سامنے آ گئی اور ریکارڈ پر ہے۔ ملکی سلامتی کے معاملات پر تبصرہ نہیں کرنا چاہوں گا۔ — [122, 117, 219, 203]
continuation-number: 94 — [9, 690, 23, 701]
article-paragraph: عدالت نے فریقین کے دلائل سننے کے بعد فیصلہ محفوظ کر لیا اور آئندہ سماعت پر متعلقہ حکام کو ریکارڈ سمیت طلب کر لیا گیا ہے۔ شہریوں نے مطالبہ کیا کہ علاقے میں صفائی اور پانی کی فراہمی کو بہتر بنایا جائے۔ — [436, 425, 537, 500]
article-paragraph: عدالت نے فریقین کے دلائل سننے کے بعد فیصلہ محفوظ کر لیا اور آئندہ سماعت پر متعلقہ حکام کو ریکارڈ سمیت طلب کر لیا گیا ہے۔ شہریوں نے مطالبہ کیا کہ علاقے میں صفائی اور پانی کی فراہمی کو بہتر بنایا جائے۔ — [760, 749, 863, 824]
continuation-label: بقیہ — [195, 720, 217, 733]
case-parties: لبنیٰ ارم اعظم بنام شاہد علی — [15, 897, 104, 905]
article-paragraph: عدالت نے فریقین کے دلائل سننے کے بعد فیصلہ محفوظ کر لیا اور آئندہ سماعت پر متعلقہ حکام کو ریکارڈ سمیت طلب کر لیا گیا ہے۔ شہریوں نے مطالبہ کیا کہ علاقے میں صفائی اور پانی کی فراہمی کو بہتر بنایا جائے۔ — [4, 228, 115, 303]
